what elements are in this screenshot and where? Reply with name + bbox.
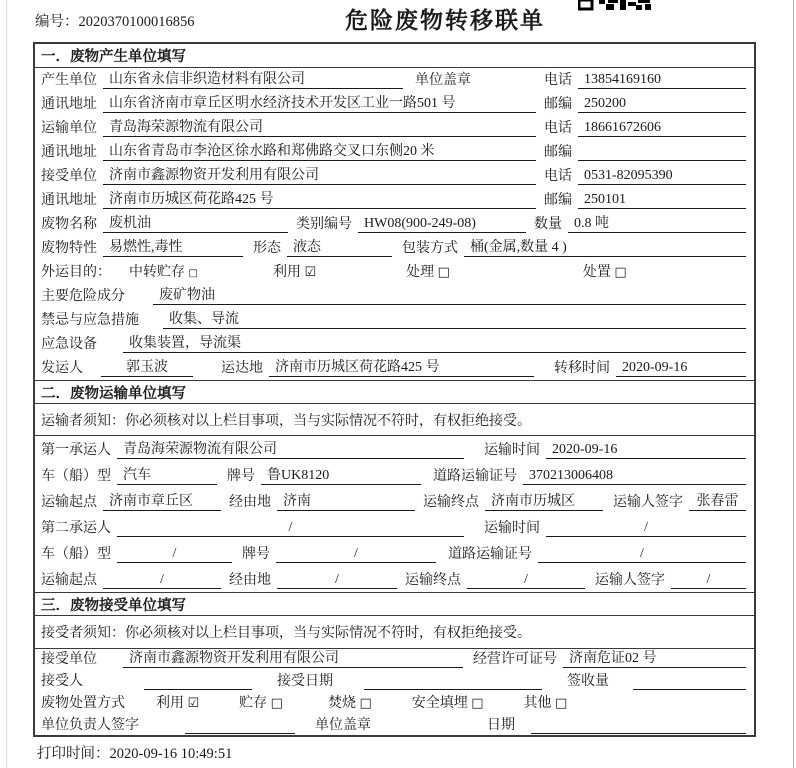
origin-value: 济南市章丘区 [103, 493, 221, 511]
row-route-1 [35, 488, 754, 514]
transporter-phone: 18661672606 [578, 119, 746, 137]
zip-label: 邮编 [544, 145, 572, 160]
via-value: 济南 [277, 493, 415, 511]
dispatcher-label: 发运人 [41, 361, 83, 376]
plate-label: 牌号 [227, 469, 255, 484]
date-value [531, 733, 746, 734]
row-accepting-unit [35, 649, 754, 671]
date-label: 日期 [487, 718, 515, 733]
row-vehicle-1 [35, 462, 754, 488]
endpoint-label: 运输终点 [423, 495, 479, 510]
receiver-zip: 250101 [578, 191, 746, 209]
via-label: 经由地 [229, 573, 271, 588]
producer-zip: 250200 [578, 95, 746, 113]
option-incinerate [328, 692, 372, 712]
first-carrier-label: 第一承运人 [41, 443, 111, 458]
row-hazard-components [35, 284, 754, 308]
option-treat [406, 261, 450, 281]
origin-label: 运输起点 [41, 495, 97, 510]
category-value: HW08(900-249-08) [358, 215, 526, 233]
destination-value: 济南市历城区荷花路425 号 [269, 359, 534, 377]
row-producer-address [35, 92, 754, 116]
option-label: 安全填埋 [411, 696, 468, 711]
hazard-label: 主要危险成分 [41, 289, 125, 304]
option-other [524, 692, 568, 712]
dispatcher-value: 郭玉波 [101, 359, 193, 377]
page-right-edge [793, 0, 794, 768]
phone-label: 电话 [544, 73, 572, 88]
accept-date-value [364, 689, 542, 690]
checkbox-unchecked-icon: □ [437, 265, 450, 280]
responsible-signature-label: 单位负责人签字 [41, 718, 139, 733]
row-acceptor [35, 671, 754, 693]
receiver-address: 济南市历城区荷花路425 号 [103, 191, 536, 209]
section-3-heading: 三．废物接受单位填写 [35, 592, 754, 616]
option-label: 利用 [156, 696, 184, 711]
page-title: 危险废物转移联单 [345, 8, 545, 33]
form-label: 形态 [253, 241, 281, 256]
transporter-address: 山东省青岛市李沧区徐水路和郑佛路交叉口东侧20 米 [103, 143, 536, 161]
option-label: 处置 [582, 265, 611, 280]
producer-label: 产生单位 [41, 73, 97, 88]
destination-label: 运达地 [221, 361, 263, 376]
acceptor-label: 接受人 [41, 674, 83, 689]
waste-props-label: 废物特性 [41, 241, 97, 256]
origin-value: / [103, 571, 221, 589]
document-header [0, 0, 796, 42]
qr-code-icon [578, 0, 652, 11]
row-waste-name [35, 212, 754, 236]
row-emergency-equipment [35, 332, 754, 356]
row-route-2 [35, 566, 754, 592]
option-label: 贮存 [239, 696, 268, 711]
row-waste-properties [35, 236, 754, 260]
row-disposal-method [35, 693, 754, 715]
checkbox-unchecked-icon: □ [359, 696, 372, 711]
row-transfer-purpose [35, 260, 754, 284]
checkbox-unchecked-icon: □ [270, 696, 283, 711]
serial-label: 编号： [35, 14, 79, 30]
row-emergency-measures [35, 308, 754, 332]
checkbox-checked-icon: ☑ [187, 696, 200, 711]
address-label: 通讯地址 [41, 97, 97, 112]
checkbox-unchecked-icon: □ [471, 696, 484, 711]
license-label: 经营许可证号 [473, 652, 557, 667]
equipment-value: 收集装置，导流渠 [123, 335, 746, 353]
serial-value: 2020370100016856 [78, 14, 195, 30]
serial-number [35, 10, 195, 31]
waste-props-value: 易燃性,毒性 [103, 239, 243, 257]
option-storage [239, 692, 283, 712]
vehicle-type-value: / [117, 545, 232, 563]
transfer-time-label: 转移时间 [554, 361, 610, 376]
transporter-notice: 运输者须知：你必须核对以上栏目事项，当与实际情况不符时，有权拒绝接受。 [35, 404, 754, 436]
receiver-notice: 接受者须知：你必须核对以上栏目事项，当与实际情况不符时，有权拒绝接受。 [35, 616, 754, 649]
received-qty-value [633, 689, 746, 690]
checkbox-unchecked-icon: □ [614, 265, 627, 280]
carrier-signature-label: 运输人签字 [595, 573, 665, 588]
transport-time-value: 2020-09-16 [546, 441, 746, 459]
row-vehicle-2 [35, 540, 754, 566]
road-permit-value: / [538, 545, 746, 563]
zip-label: 邮编 [544, 97, 572, 112]
emergency-label: 禁忌与应急措施 [41, 313, 139, 328]
waste-name-label: 废物名称 [41, 217, 97, 232]
disposal-method-label: 废物处置方式 [41, 696, 125, 711]
accepting-unit-value: 济南市鑫源物资开发利用有限公司 [123, 650, 463, 668]
acceptor-value [144, 689, 252, 690]
receiver-label: 接受单位 [41, 169, 97, 184]
producer-phone: 13854169160 [578, 71, 746, 89]
transporter-value: 青岛海荣源物流有限公司 [103, 119, 536, 137]
plate-value: / [276, 545, 436, 563]
accepting-unit-label: 接受单位 [41, 652, 97, 667]
packing-label: 包装方式 [402, 241, 458, 256]
row-receiver-address [35, 188, 754, 212]
option-utilize [273, 261, 316, 281]
row-producer [35, 68, 754, 92]
print-time-label: 打印时间： [37, 746, 110, 762]
accept-date-label: 接受日期 [277, 674, 333, 689]
row-dispatcher [35, 356, 754, 380]
quantity-label: 数量 [534, 217, 562, 232]
row-transporter-address [35, 140, 754, 164]
carrier-signature-value: 张春雷 [689, 493, 746, 511]
transporter-label: 运输单位 [41, 121, 97, 136]
section-2-heading: 二．废物运输单位填写 [35, 380, 754, 404]
option-landfill [412, 692, 484, 712]
transport-time-value: / [546, 519, 746, 537]
vehicle-type-label: 车（船）型 [41, 469, 111, 484]
row-transporter [35, 116, 754, 140]
equipment-label: 应急设备 [41, 337, 97, 352]
option-label: 处理 [406, 265, 435, 280]
row-receiver [35, 164, 754, 188]
zip-label: 邮编 [544, 193, 572, 208]
transfer-time-value: 2020-09-16 [616, 359, 746, 377]
origin-label: 运输起点 [41, 573, 97, 588]
form-value: 液态 [287, 239, 392, 257]
hazard-value: 废矿物油 [153, 287, 746, 305]
option-utilize [156, 692, 199, 712]
vehicle-type-label: 车（船）型 [41, 547, 111, 562]
waste-name-value: 废机油 [103, 215, 288, 233]
option-label: 其他 [523, 696, 552, 711]
option-dispose [583, 261, 627, 281]
address-label: 通讯地址 [41, 145, 97, 160]
purpose-label: 外运目的： [41, 265, 111, 280]
row-signoff [35, 715, 754, 737]
option-label: 中转贮存 [129, 265, 185, 280]
responsible-signature-value [185, 733, 295, 734]
option-label: 利用 [272, 265, 301, 280]
quantity-value: 0.8 吨 [568, 215, 746, 233]
producer-value: 山东省永信非织造材料有限公司 [103, 71, 403, 89]
first-carrier-value: 青岛海荣源物流有限公司 [117, 441, 464, 459]
address-label: 通讯地址 [41, 193, 97, 208]
option-label: 焚烧 [327, 696, 356, 711]
road-permit-label: 道路运输证号 [433, 469, 517, 484]
checkbox-checked-icon: ☑ [304, 265, 317, 280]
vehicle-type-value: 汽车 [117, 467, 217, 485]
phone-label: 电话 [544, 169, 572, 184]
received-qty-label: 签收量 [567, 674, 609, 689]
phone-label: 电话 [544, 121, 572, 136]
second-carrier-value: / [117, 519, 464, 537]
page-left-edge [6, 0, 7, 768]
section-1-heading: 一．废物产生单位填写 [35, 44, 754, 68]
plate-label: 牌号 [242, 547, 270, 562]
via-label: 经由地 [229, 495, 271, 510]
print-time [37, 742, 232, 763]
unit-seal-label: 单位盖章 [315, 718, 371, 733]
transporter-zip [578, 160, 746, 161]
option-transfer-storage [129, 261, 198, 281]
checkbox-unchecked-icon: □ [188, 268, 198, 279]
row-first-carrier [35, 436, 754, 462]
print-time-value: 2020-09-16 10:49:51 [109, 746, 233, 762]
receiver-value: 济南市鑫源物资开发利用有限公司 [103, 167, 536, 185]
manifest-form [33, 42, 756, 737]
carrier-signature-label: 运输人签字 [613, 495, 683, 510]
transport-time-label: 运输时间 [484, 521, 540, 536]
carrier-signature-value: / [671, 571, 746, 589]
endpoint-value: 济南市历城区 [485, 493, 603, 511]
transport-time-label: 运输时间 [484, 443, 540, 458]
endpoint-value: / [467, 571, 585, 589]
plate-value: 鲁UK8120 [261, 467, 421, 485]
via-value: / [277, 571, 397, 589]
road-permit-value: 370213006408 [523, 467, 746, 485]
producer-address: 山东省济南市章丘区明水经济技术开发区工业一路501 号 [103, 95, 536, 113]
endpoint-label: 运输终点 [405, 573, 461, 588]
seal-label: 单位盖章 [415, 73, 471, 88]
category-label: 类别编号 [296, 217, 352, 232]
second-carrier-label: 第二承运人 [41, 521, 111, 536]
road-permit-label: 道路运输证号 [448, 547, 532, 562]
checkbox-unchecked-icon: □ [555, 696, 568, 711]
packing-value: 桶(金属,数量 4 ) [464, 239, 746, 257]
row-second-carrier [35, 514, 754, 540]
emergency-value: 收集、导流 [163, 311, 746, 329]
receiver-phone: 0531-82095390 [578, 167, 746, 185]
license-value: 济南危证02 号 [563, 650, 746, 668]
